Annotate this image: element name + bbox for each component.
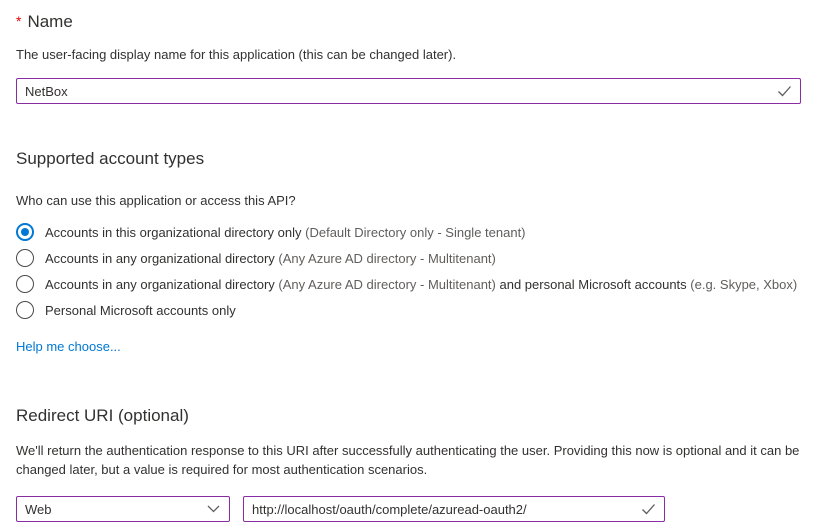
redirect-uri-field [243, 496, 665, 522]
account-type-option[interactable] [16, 219, 801, 245]
radio-label: Accounts in this organizational directory only (Default Directory only - Single tenant) [45, 224, 526, 240]
app-name-field [16, 78, 801, 104]
required-asterisk: * [16, 13, 22, 29]
name-description: The user-facing display name for this application (this can be changed later). [16, 47, 457, 62]
account-type-option[interactable] [16, 245, 801, 271]
redirect-uri-description: We'll return the authentication response to this URI after successfully authenticating the user. Providing this now is optional and it can be changed later, but a value is required for most authentication scenarios. [16, 443, 800, 477]
radio-button[interactable] [16, 275, 34, 293]
account-type-option[interactable] [16, 297, 801, 323]
account-types-question: Who can use this application or access this API? [16, 193, 296, 208]
redirect-uri-title: Redirect URI (optional) [16, 406, 189, 425]
app-name-input[interactable] [16, 78, 801, 104]
redirect-uri-input[interactable] [243, 496, 665, 522]
radio-label: Accounts in any organizational directory (Any Azure AD directory - Multitenant) and personal Microsoft accounts (e.g. Skype, Xbox) [45, 276, 798, 292]
name-section-title [16, 10, 801, 33]
radio-label: Personal Microsoft accounts only [45, 302, 236, 318]
account-type-option[interactable] [16, 271, 801, 297]
radio-label: Accounts in any organizational directory (Any Azure AD directory - Multitenant) [45, 250, 496, 266]
radio-button[interactable] [16, 301, 34, 319]
radio-button[interactable] [16, 223, 34, 241]
redirect-uri-row [16, 496, 801, 522]
name-title-text: Name [27, 12, 73, 31]
platform-select-value: Web [25, 501, 52, 517]
account-types-title: Supported account types [16, 149, 205, 168]
account-type-options [16, 219, 801, 323]
chevron-down-icon [207, 505, 220, 513]
help-me-choose-link[interactable]: Help me choose... [16, 339, 121, 354]
radio-button[interactable] [16, 249, 34, 267]
platform-select[interactable] [16, 496, 230, 522]
